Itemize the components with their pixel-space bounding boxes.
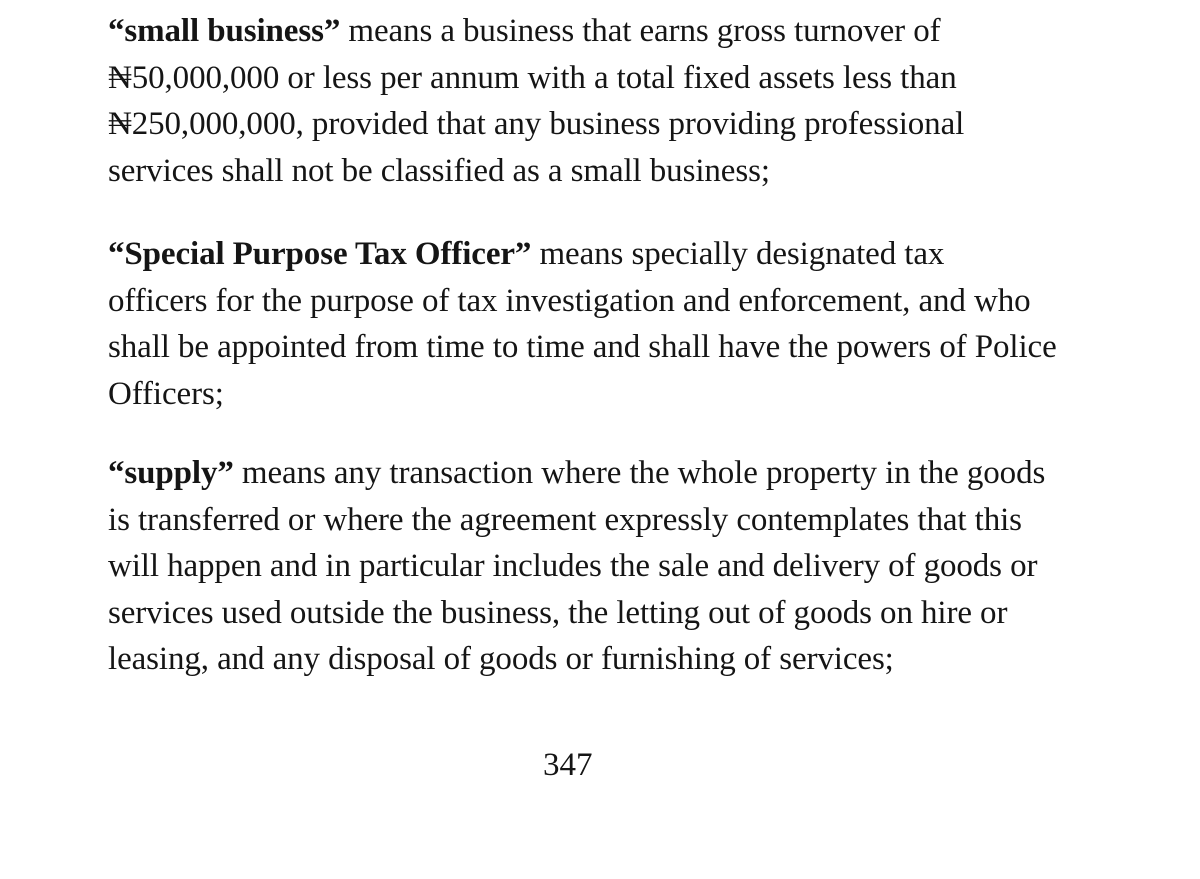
definition-line: ₦50,000,000 or less per annum with a total fixed assets less than: [108, 59, 957, 96]
defined-term: “supply”: [108, 455, 234, 491]
definition-line: services used outside the business, the letting out of goods on hire or: [108, 594, 1008, 631]
definition-small-business: [108, 8, 964, 194]
definition-line: [108, 450, 1045, 497]
page-number: 347: [543, 747, 593, 783]
definition-line: Officers;: [108, 375, 224, 412]
definition-line: officers for the purpose of tax investigation and enforcement, and who: [108, 282, 1031, 319]
definition-line: ₦250,000,000, provided that any business providing professional: [108, 106, 965, 142]
definition-line: will happen and in particular includes the sale and delivery of goods or: [108, 548, 1038, 584]
defined-term: “small business”: [108, 13, 341, 49]
definition-text: means any transaction where the whole property in the goods: [233, 455, 1046, 491]
defined-term: “Special Purpose Tax Officer”: [108, 236, 532, 272]
definition-line: [108, 8, 964, 55]
definition-text: means a business that earns gross turnover of: [340, 13, 941, 49]
definition-supply: [108, 450, 1045, 683]
definition-line: [108, 231, 1057, 278]
definition-line: leasing, and any disposal of goods or furnishing of services;: [108, 641, 894, 677]
definition-line: shall be appointed from time to time and shall have the powers of Police: [108, 329, 1057, 365]
definition-text: means specially designated tax: [531, 236, 945, 272]
definition-line: is transferred or where the agreement expressly contemplates that this: [108, 501, 1022, 538]
definition-line: services shall not be classified as a small business;: [108, 152, 770, 189]
definition-special-purpose-tax-officer: [108, 231, 1057, 417]
